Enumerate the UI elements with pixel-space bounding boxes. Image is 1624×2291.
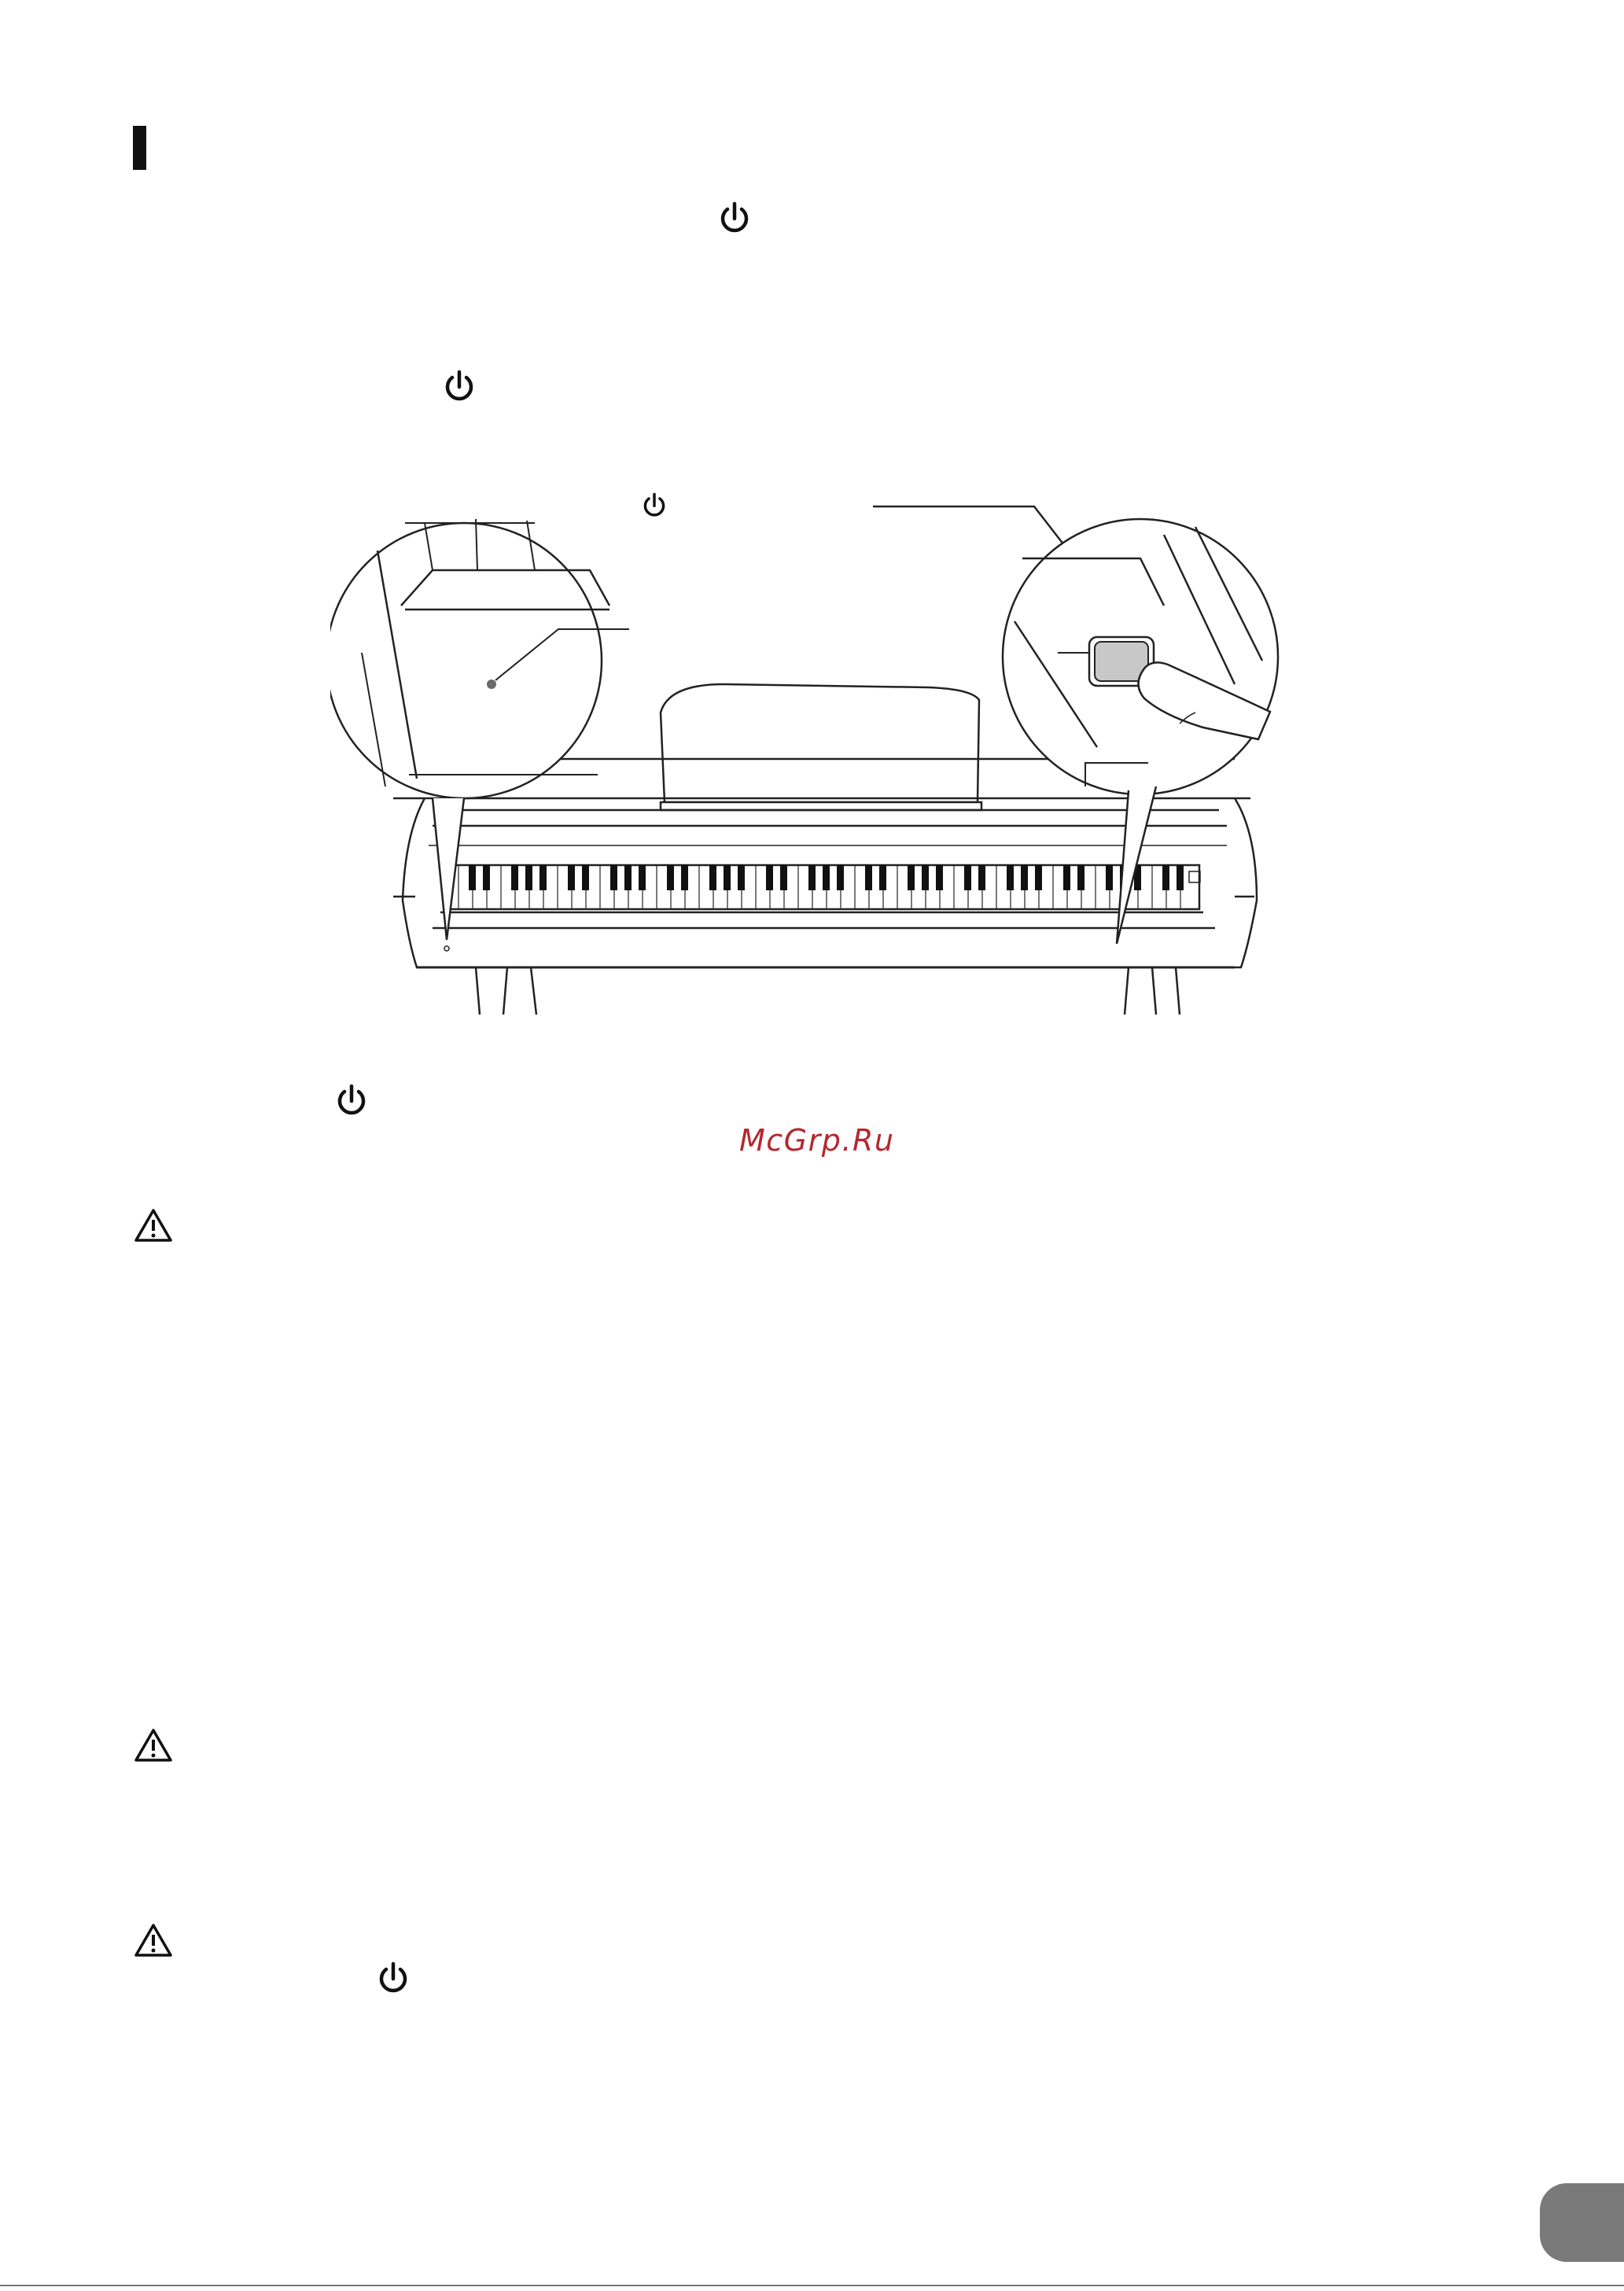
bottom-divider: [0, 2285, 1624, 2286]
power-symbol-icon: [334, 1084, 369, 1120]
digital-piano-illustration: [330, 488, 1282, 1022]
power-symbol-icon: [442, 370, 477, 406]
section-marker: [133, 126, 146, 170]
page-number-tab: [1540, 2183, 1624, 2262]
warning-triangle-icon: [134, 1208, 173, 1243]
watermark-text: McGrp.Ru: [739, 1123, 895, 1158]
power-symbol-icon: [376, 1961, 411, 1998]
warning-triangle-icon: [134, 1728, 173, 1762]
power-symbol-icon: [717, 201, 752, 238]
warning-triangle-icon: [134, 1923, 173, 1958]
